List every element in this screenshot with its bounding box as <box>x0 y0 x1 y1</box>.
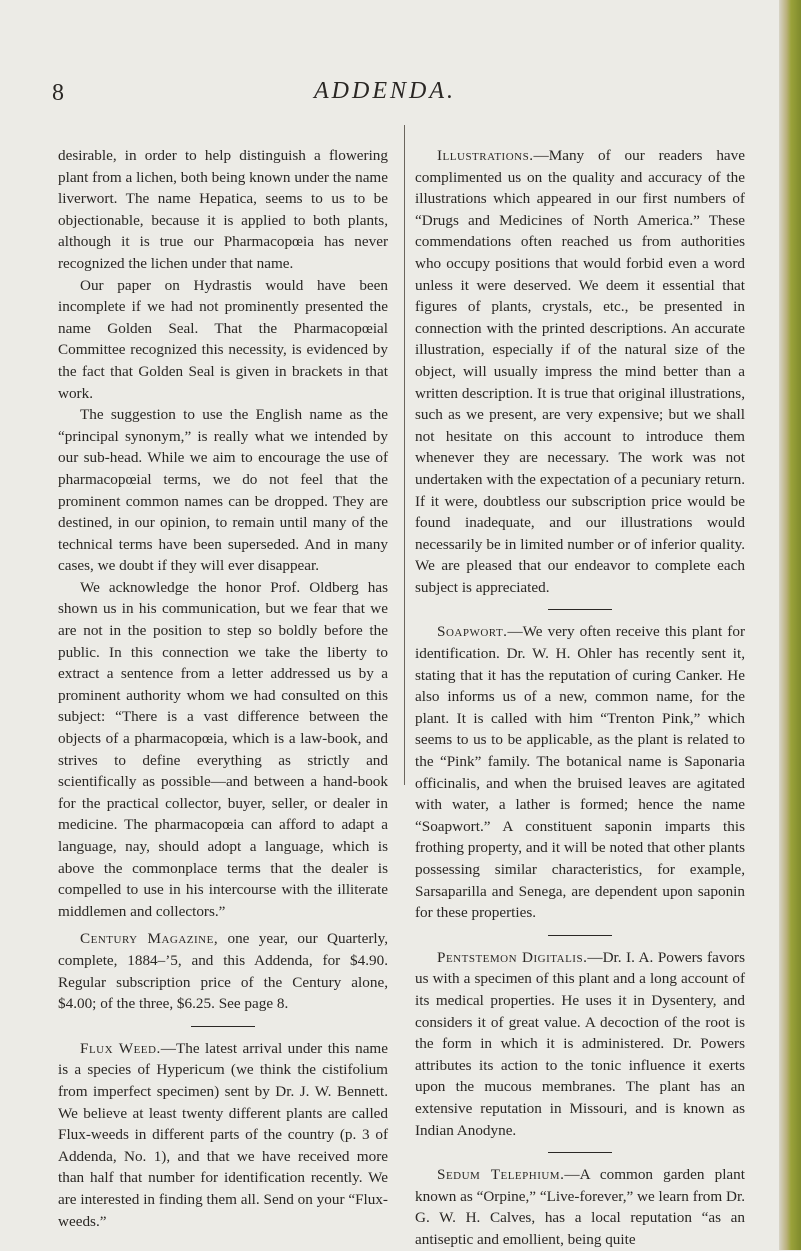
section-heading: Sedum Telephium. <box>437 1166 565 1184</box>
section-heading: Century Magazine, <box>80 930 219 948</box>
paragraph: We acknowledge the honor Prof. Oldberg has shown us in his communication, but we fear that we are not in the position to step so boldly before the public. In this connection we take the liberty to extract a sentence from a letter addressed us by a prominent authority whom we had consulted on this subject: “There is a vast difference between the objects of a pharmacopœia, which is a law-book, and strives to define everything as strictly and scientifically as possible—and between a hand-book for the practical collector, buyer, seller, or dealer in medicine. The pharmacopœia can afford to adapt a language, nay, should adopt a language, which is above the commonplace terms that the dealer is compelled to use in his intercourse with the illiterate middlemen and collectors.” <box>58 578 388 920</box>
illustrations-notice: Illustrations.—Many of our readers have complimented us on the quality and accuracy of the illustrations which appeared in our first numbers of “Drugs and Medicines of North America.” These commendations often reached us from authorities who occupy positions that would forbid even a word unless it were deserved. We deem it essential that figures of plants, crystals, etc., be presented in connection with the printed descriptions. An accurate illustration, especially if of the natural size of the object, will usually impress the mind better than a written description. It is true that original illustrations, such as we present, are very expensive; but we shall not hesitate on this account to introduce them whenever they are necessary. The work was not undertaken with the expectation of a pecuniary return. If it were, doubtless our subscription price would be found inadequate, and our illustrations would necessarily be in limited number or of inferior quality. We are pleased that our endeavor to complete each subject is appreciated. <box>415 147 745 596</box>
paragraph: The suggestion to use the English name as the “principal synonym,” is really what we intended by our sub-head. While we aim to encourage the use of pharmacopœial terms, we do not feel that the prominent common names can be dropped. They are destined, in our opinion, to remain until many of the technical terms have been superseded. And in many cases, we doubt if they will ever disappear. <box>58 406 388 575</box>
column-divider <box>404 125 405 785</box>
sedum-notice: Sedum Telephium.—A common garden plant known as “Orpine,” “Live-forever,” we learn from Dr. G. W. H. Calves, has a local reputation “as an antiseptic and emollient, being quite <box>415 1166 745 1248</box>
paragraph: desirable, in order to help distinguish a flowering plant from a lichen, both being known under the name liverwort. The name Hepatica, seems to us to be objectionable, because it is applied to both plants, although it is true our Pharmacopœia has never recognized the lichen under that name. <box>58 147 388 272</box>
running-head: ADDENDA. <box>314 78 456 104</box>
page-edge <box>779 0 801 1250</box>
section-heading: Soapwort. <box>437 623 508 641</box>
soapwort-notice: Soapwort.—We very often receive this plant for identification. Dr. W. H. Ohler has recently sent it, stating that it has the reputation of curing Canker. He also informs us of a new, common name, for the plant. It is called with him “Trenton Pink,” which seems to us to be applicable, as the plant is related to the “Pink” family. The botanical name is Saponaria officinalis, and when the bruised leaves are agitated with water, a lather is formed; hence the name “Soapwort.” A constituent saponin imparts this frothing property, and it will be noted that other plants possessing similar characteristics, for example, Sarsaparilla and Senega, are dependent upon saponin for these properties. <box>415 623 745 922</box>
paragraph: Our paper on Hydrastis would have been incomplete if we had not prominently presented the name Golden Seal. That the Pharmacopœial Committee recognized this necessity, is evidenced by the fact that Golden Seal is given in brackets in that work. <box>58 276 388 402</box>
section-heading: Flux Weed. <box>80 1039 161 1057</box>
section-rule <box>548 935 612 936</box>
section-rule <box>548 609 612 610</box>
section-rule <box>191 1026 255 1027</box>
section-heading: Pentstemon Digitalis. <box>437 948 588 966</box>
right-column <box>415 145 745 1251</box>
left-column <box>58 145 388 1232</box>
section-heading: Illustrations. <box>437 147 534 164</box>
pentstemon-notice: Pentstemon Digitalis.—Dr. I. A. Powers favors us with a specimen of this plant and a long account of its medical properties. He uses it in Dysentery, and considers it of great value. A decoction of the root is the form in which it is administered. Dr. Powers attributes its action to the tonic influence it exerts upon the mucous membranes. The plant has an extensive reputation in Missouri, and is known as Indian Anodyne. <box>415 948 745 1139</box>
section-rule <box>548 1152 612 1153</box>
page-number: 8 <box>52 80 64 106</box>
page-header <box>0 60 770 110</box>
century-magazine-notice: Century Magazine, one year, our Quarterly, complete, 1884–’5, and this Addenda, for $4.90. Regular subscription price of the Century alone, $4.00; of the three, $6.25. See page 8. <box>58 930 389 1013</box>
flux-weed-notice: Flux Weed.—The latest arrival under this name is a species of Hypericum (we think the cistifolium from imperfect specimen) sent by Dr. J. W. Bennett. We believe at least twenty different plants are called Flux-weeds in different parts of the country (p. 3 of Addenda, No. 1), and that we have received more than half that number for identification recently. We are interested in finding them all. Send on your “Flux-weeds.” <box>58 1039 388 1230</box>
